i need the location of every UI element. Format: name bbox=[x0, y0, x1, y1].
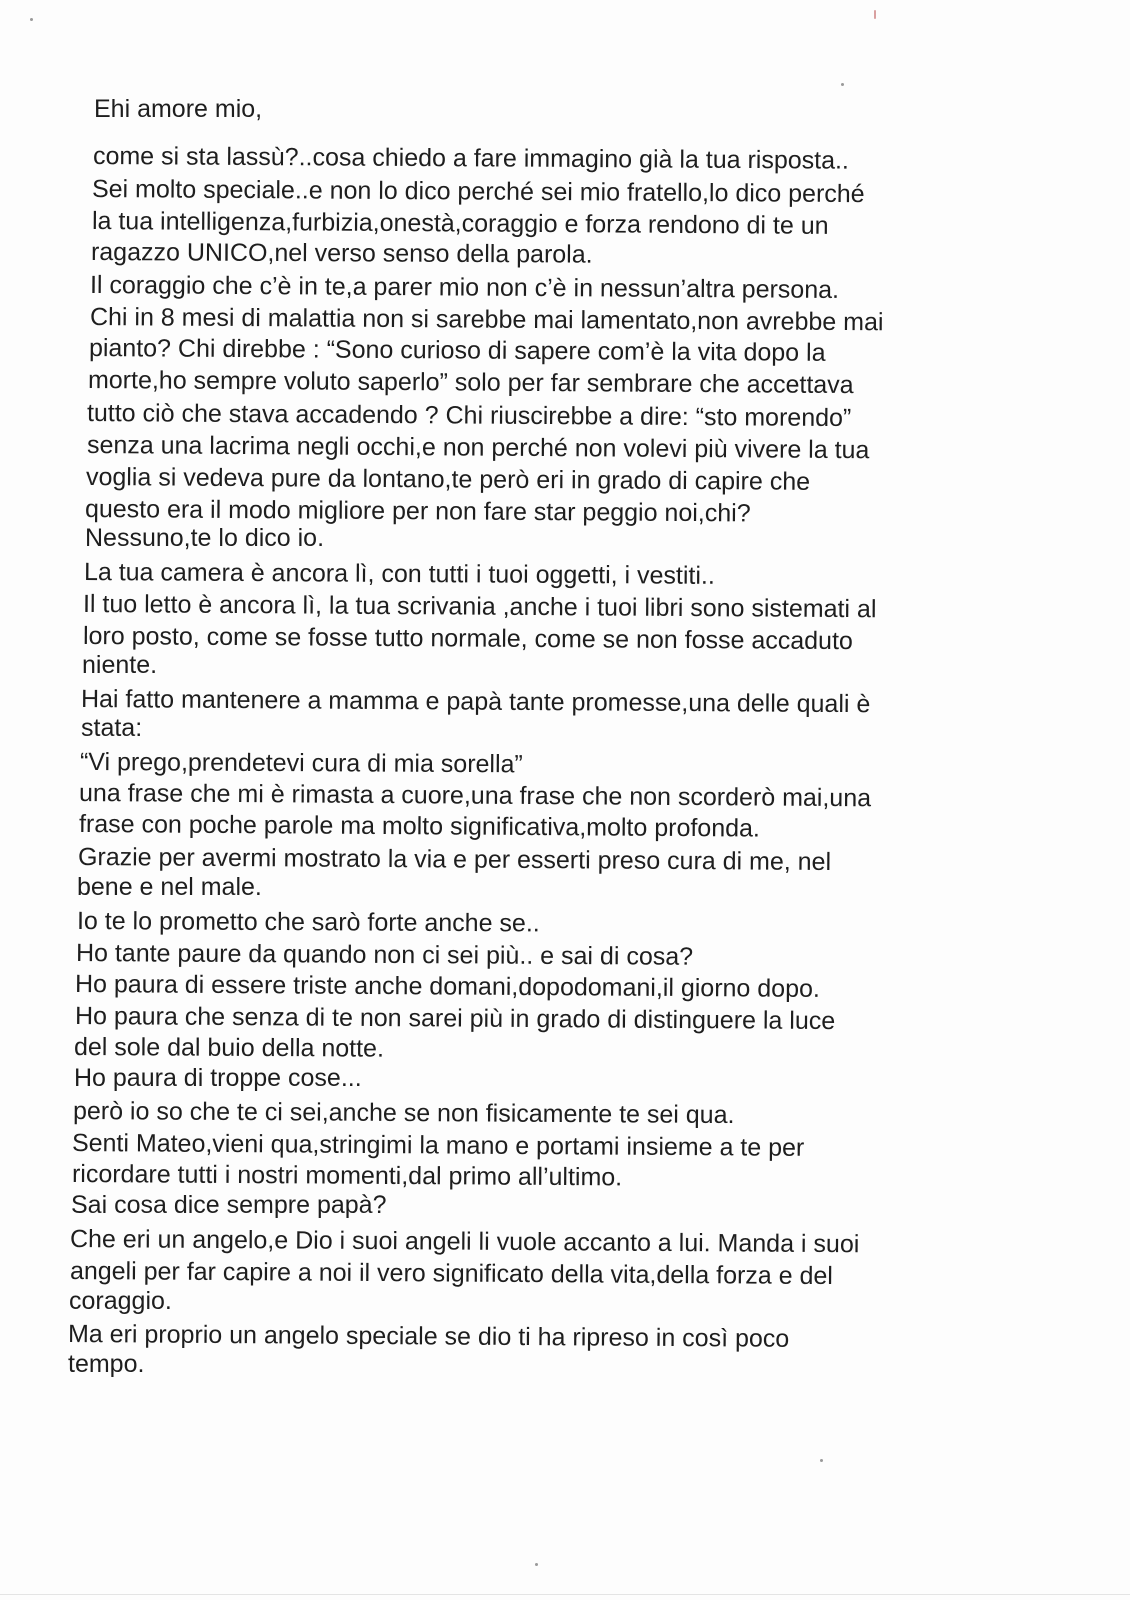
letter-line: Il coraggio che c’è in te,a parer mio non c’è in nessun’altra persona. bbox=[89, 271, 840, 304]
letter-line: Ehi amore mio, bbox=[94, 95, 263, 123]
letter-line: pianto? Chi direbbe : “Sono curioso di sapere com’è la vita dopo la bbox=[88, 334, 826, 367]
letter-line: del sole dal buio della notte. bbox=[73, 1033, 385, 1063]
letter-line: Che eri un angelo,e Dio i suoi angeli li vuole accanto a lui. Manda i suoi bbox=[69, 1225, 860, 1259]
letter-line: Il tuo letto è ancora lì, la tua scrivania ,anche i tuoi libri sono sistemati al bbox=[82, 590, 877, 624]
letter-line: voglia si vedeva pure da lontano,te però eri in grado di capire che bbox=[85, 463, 811, 496]
letter-line: Io te lo prometto che sarò forte anche se.. bbox=[76, 907, 540, 938]
letter-line: Sei molto speciale..e non lo dico perché sei mio fratello,lo dico perché bbox=[91, 175, 865, 209]
letter-line: bene e nel male. bbox=[77, 873, 262, 901]
letter-line: questo era il modo migliore per non fare star peggio noi,chi? bbox=[84, 495, 751, 528]
letter-line: tempo. bbox=[68, 1350, 145, 1378]
letter-line: tutto ciò che stava accadendo ? Chi riuscirebbe a dire: “sto morendo” bbox=[86, 399, 852, 433]
letter-line: una frase che mi è rimasta a cuore,una frase che non scorderò mai,una bbox=[78, 779, 872, 813]
letter-line: Ho paura di essere triste anche domani,dopodomani,il giorno dopo. bbox=[74, 970, 820, 1003]
letter-line: “Vi prego,prendetevi cura di mia sorella” bbox=[79, 748, 523, 779]
letter-line: Ma eri proprio un angelo speciale se dio ti ha ripreso in così poco bbox=[67, 1320, 790, 1353]
letter-line: Sai cosa dice sempre papà? bbox=[71, 1191, 387, 1219]
letter-line: coraggio. bbox=[69, 1287, 172, 1315]
letter-line: stata: bbox=[81, 714, 143, 742]
letter-line: Hai fatto mantenere a mamma e papà tante promesse,una delle quali è bbox=[80, 685, 871, 719]
letter-line: Ho paura di troppe cose... bbox=[74, 1064, 362, 1092]
letter-line: Senti Mateo,vieni qua,stringimi la mano e portami insieme a te per bbox=[71, 1129, 805, 1162]
letter-line: Chi in 8 mesi di malattia non si sarebbe mai lamentato,non avrebbe mai bbox=[89, 303, 884, 337]
letter-line: senza una lacrima negli occhi,e non perché non volevi più vivere la tua bbox=[86, 431, 870, 465]
letter-line: morte,ho sempre voluto saperlo” solo per far sembrare che accettava bbox=[87, 366, 854, 400]
letter-line: ragazzo UNICO,nel verso senso della parola. bbox=[90, 238, 593, 269]
letter-line: come si sta lassù?..cosa chiedo a fare immagino già la tua risposta.. bbox=[92, 142, 850, 175]
letter-line: Nessuno,te lo dico io. bbox=[85, 524, 325, 552]
letter-line: angeli per far capire a noi il vero significato della vita,della forza e del bbox=[69, 1257, 834, 1291]
letter-line: La tua camera è ancora lì, con tutti i tuoi oggetti, i vestiti.. bbox=[83, 558, 715, 590]
letter-line: ricordare tutti i nostri momenti,dal primo all’ultimo. bbox=[71, 1160, 623, 1192]
letter-line: loro posto, come se fosse tutto normale, come se non fosse accaduto bbox=[82, 622, 853, 656]
letter-line: Ho tante paure da quando non ci sei più.. e sai di cosa? bbox=[75, 939, 694, 971]
letter-line: niente. bbox=[82, 651, 158, 679]
letter-line: Ho paura che senza di te non sarei più in grado di distinguere la luce bbox=[74, 1002, 836, 1036]
letter-line: Grazie per avermi mostrato la via e per esserti preso cura di me, nel bbox=[77, 843, 832, 876]
letter-line: la tua intelligenza,furbizia,onestà,coraggio e forza rendono di te un bbox=[91, 207, 829, 240]
letter-line: frase con poche parole ma molto significativa,molto profonda. bbox=[78, 810, 760, 843]
letter-line: però io so che te ci sei,anche se non fisicamente te sei qua. bbox=[72, 1097, 735, 1130]
